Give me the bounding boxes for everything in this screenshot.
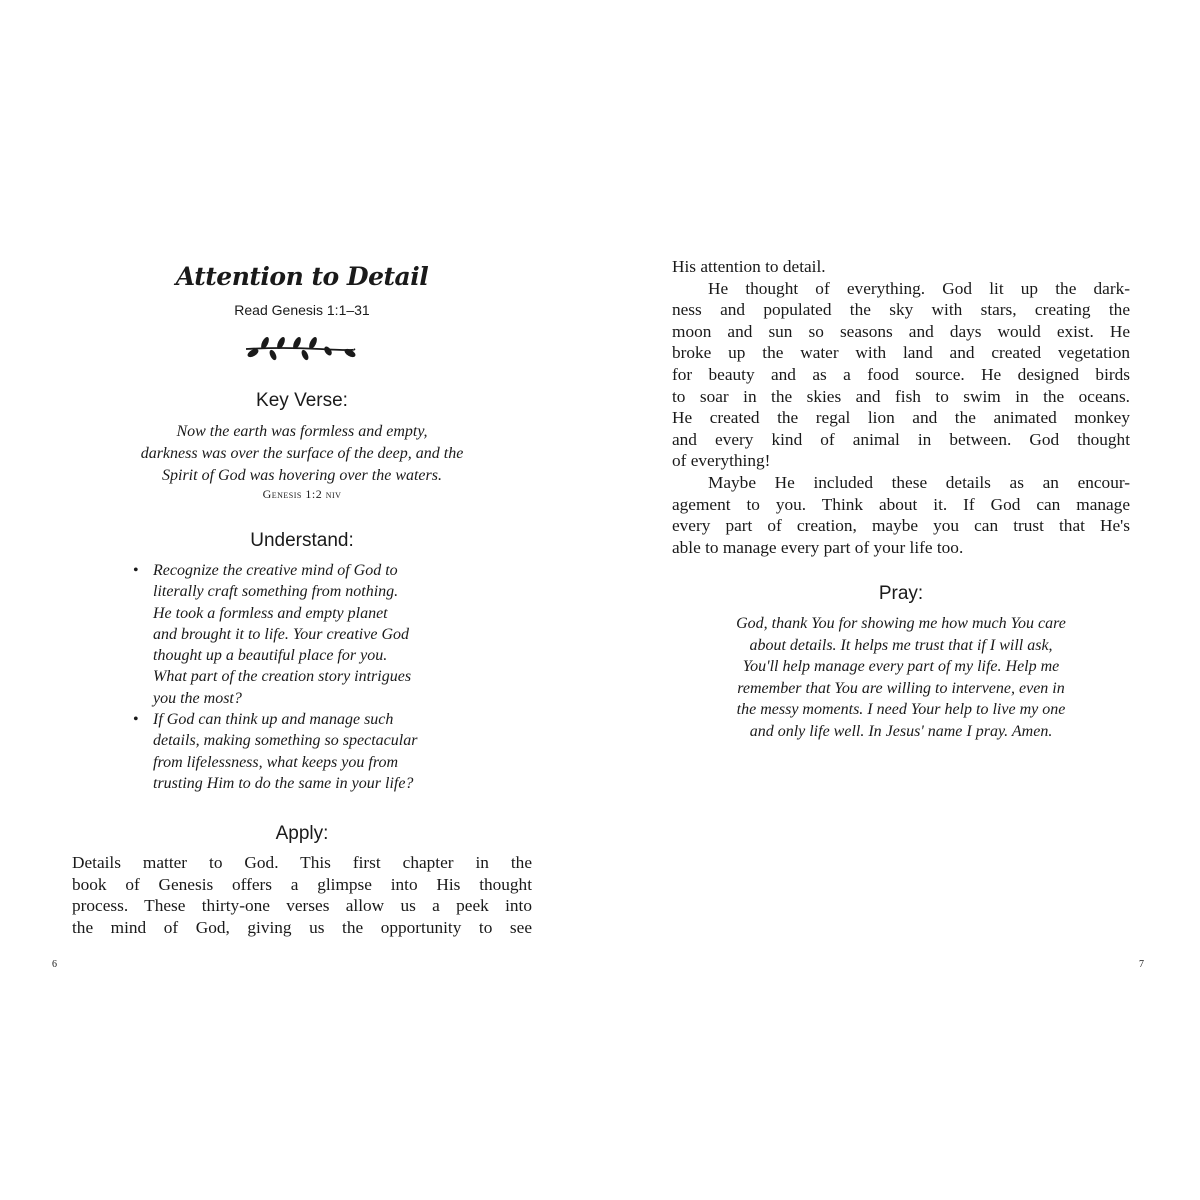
bullet-line: thought up a beautiful place for you. <box>153 647 388 665</box>
text-line: ness and populated the sky with stars, creating the <box>672 300 1130 320</box>
bullet-line: trusting Him to do the same in your life? <box>153 774 414 792</box>
page-number: 7 <box>1139 959 1144 970</box>
page-title: Attention to Detail <box>175 262 429 291</box>
bullet-line: and brought it to life. Your creative God <box>153 625 409 643</box>
text-line: Maybe He included these details as an encour- <box>708 472 1130 492</box>
text-line: able to manage every part of your life too. <box>672 537 964 557</box>
text-line: book of Genesis offers a glimpse into His thought <box>72 874 532 894</box>
bullet-line: Recognize the creative mind of God to <box>153 562 398 579</box>
text-line: every part of creation, maybe you can trust that He's <box>672 516 1130 536</box>
understand-heading: Understand: <box>250 530 354 551</box>
key-verse-line: Spirit of God was hovering over the waters. <box>162 467 442 484</box>
text-line: His attention to detail. <box>672 257 826 276</box>
bullet-line: If God can think up and manage such <box>153 711 394 729</box>
text-line: broke up the water with land and created vegetation <box>672 343 1130 363</box>
prayer-line: You'll help manage every part of my life. Help me <box>742 658 1060 675</box>
bullet-line: from lifelessness, what keeps you from <box>153 753 399 771</box>
bullet-line: He took a formless and empty planet <box>153 604 388 622</box>
bullet-line: details, making something so spectacular <box>153 732 418 750</box>
text-line: of everything! <box>672 451 771 471</box>
prayer-line: and only life well. In Jesus' name I pray. Amen. <box>749 722 1053 740</box>
key-verse-line: darkness was over the surface of the deep, and the <box>140 445 464 462</box>
key-verse <box>72 421 532 501</box>
text-line: moon and sun so seasons and days would exist. He <box>672 321 1130 341</box>
prayer-line: remember that You are willing to intervene, even in <box>737 679 1065 697</box>
list-item <box>133 709 493 794</box>
leaf-vine-ornament-icon <box>242 334 362 364</box>
prayer-line: about details. It helps me trust that if I will ask, <box>749 636 1053 654</box>
text-line: Details matter to God. This first chapter in the <box>72 853 532 872</box>
pray-heading: Pray: <box>878 583 924 604</box>
bullet-line: you the most? <box>153 689 242 707</box>
prayer-line: God, thank You for showing me how much You care <box>736 615 1066 632</box>
key-verse-reference: Genesis 1:2 niv <box>262 487 342 501</box>
page-number: 6 <box>52 959 57 970</box>
key-verse-line: Now the earth was formless and empty, <box>176 423 428 440</box>
bullet-icon: • <box>133 711 139 729</box>
bullet-line: literally craft something from nothing. <box>153 583 399 601</box>
bullet-line: What part of the creation story intrigues <box>153 668 412 686</box>
apply-paragraph <box>72 852 532 938</box>
apply-continued-paragraph <box>672 256 1130 558</box>
prayer-line: the messy moments. I need Your help to live my one <box>736 701 1066 718</box>
text-line: He created the regal lion and the animated monkey <box>672 408 1130 428</box>
text-line: He thought of everything. God lit up the dark- <box>708 278 1130 298</box>
text-line: and every kind of animal in between. God thought <box>672 429 1130 449</box>
text-line: agement to you. Think about it. If God can manage <box>672 494 1130 514</box>
text-line: for beauty and as a food source. He designed birds <box>672 364 1130 384</box>
apply-heading: Apply: <box>275 823 329 844</box>
understand-list <box>133 560 493 794</box>
bullet-icon: • <box>133 562 139 579</box>
prayer-text <box>672 613 1130 742</box>
key-verse-heading: Key Verse: <box>256 390 348 411</box>
list-item <box>133 560 493 709</box>
scripture-reading: Read Genesis 1:1–31 <box>234 302 370 318</box>
text-line: process. These thirty-one verses allow us a peek into <box>72 896 532 916</box>
text-line: the mind of God, giving us the opportunity to see <box>72 917 532 937</box>
text-line: to soar in the skies and fish to swim in the oceans. <box>672 386 1130 406</box>
